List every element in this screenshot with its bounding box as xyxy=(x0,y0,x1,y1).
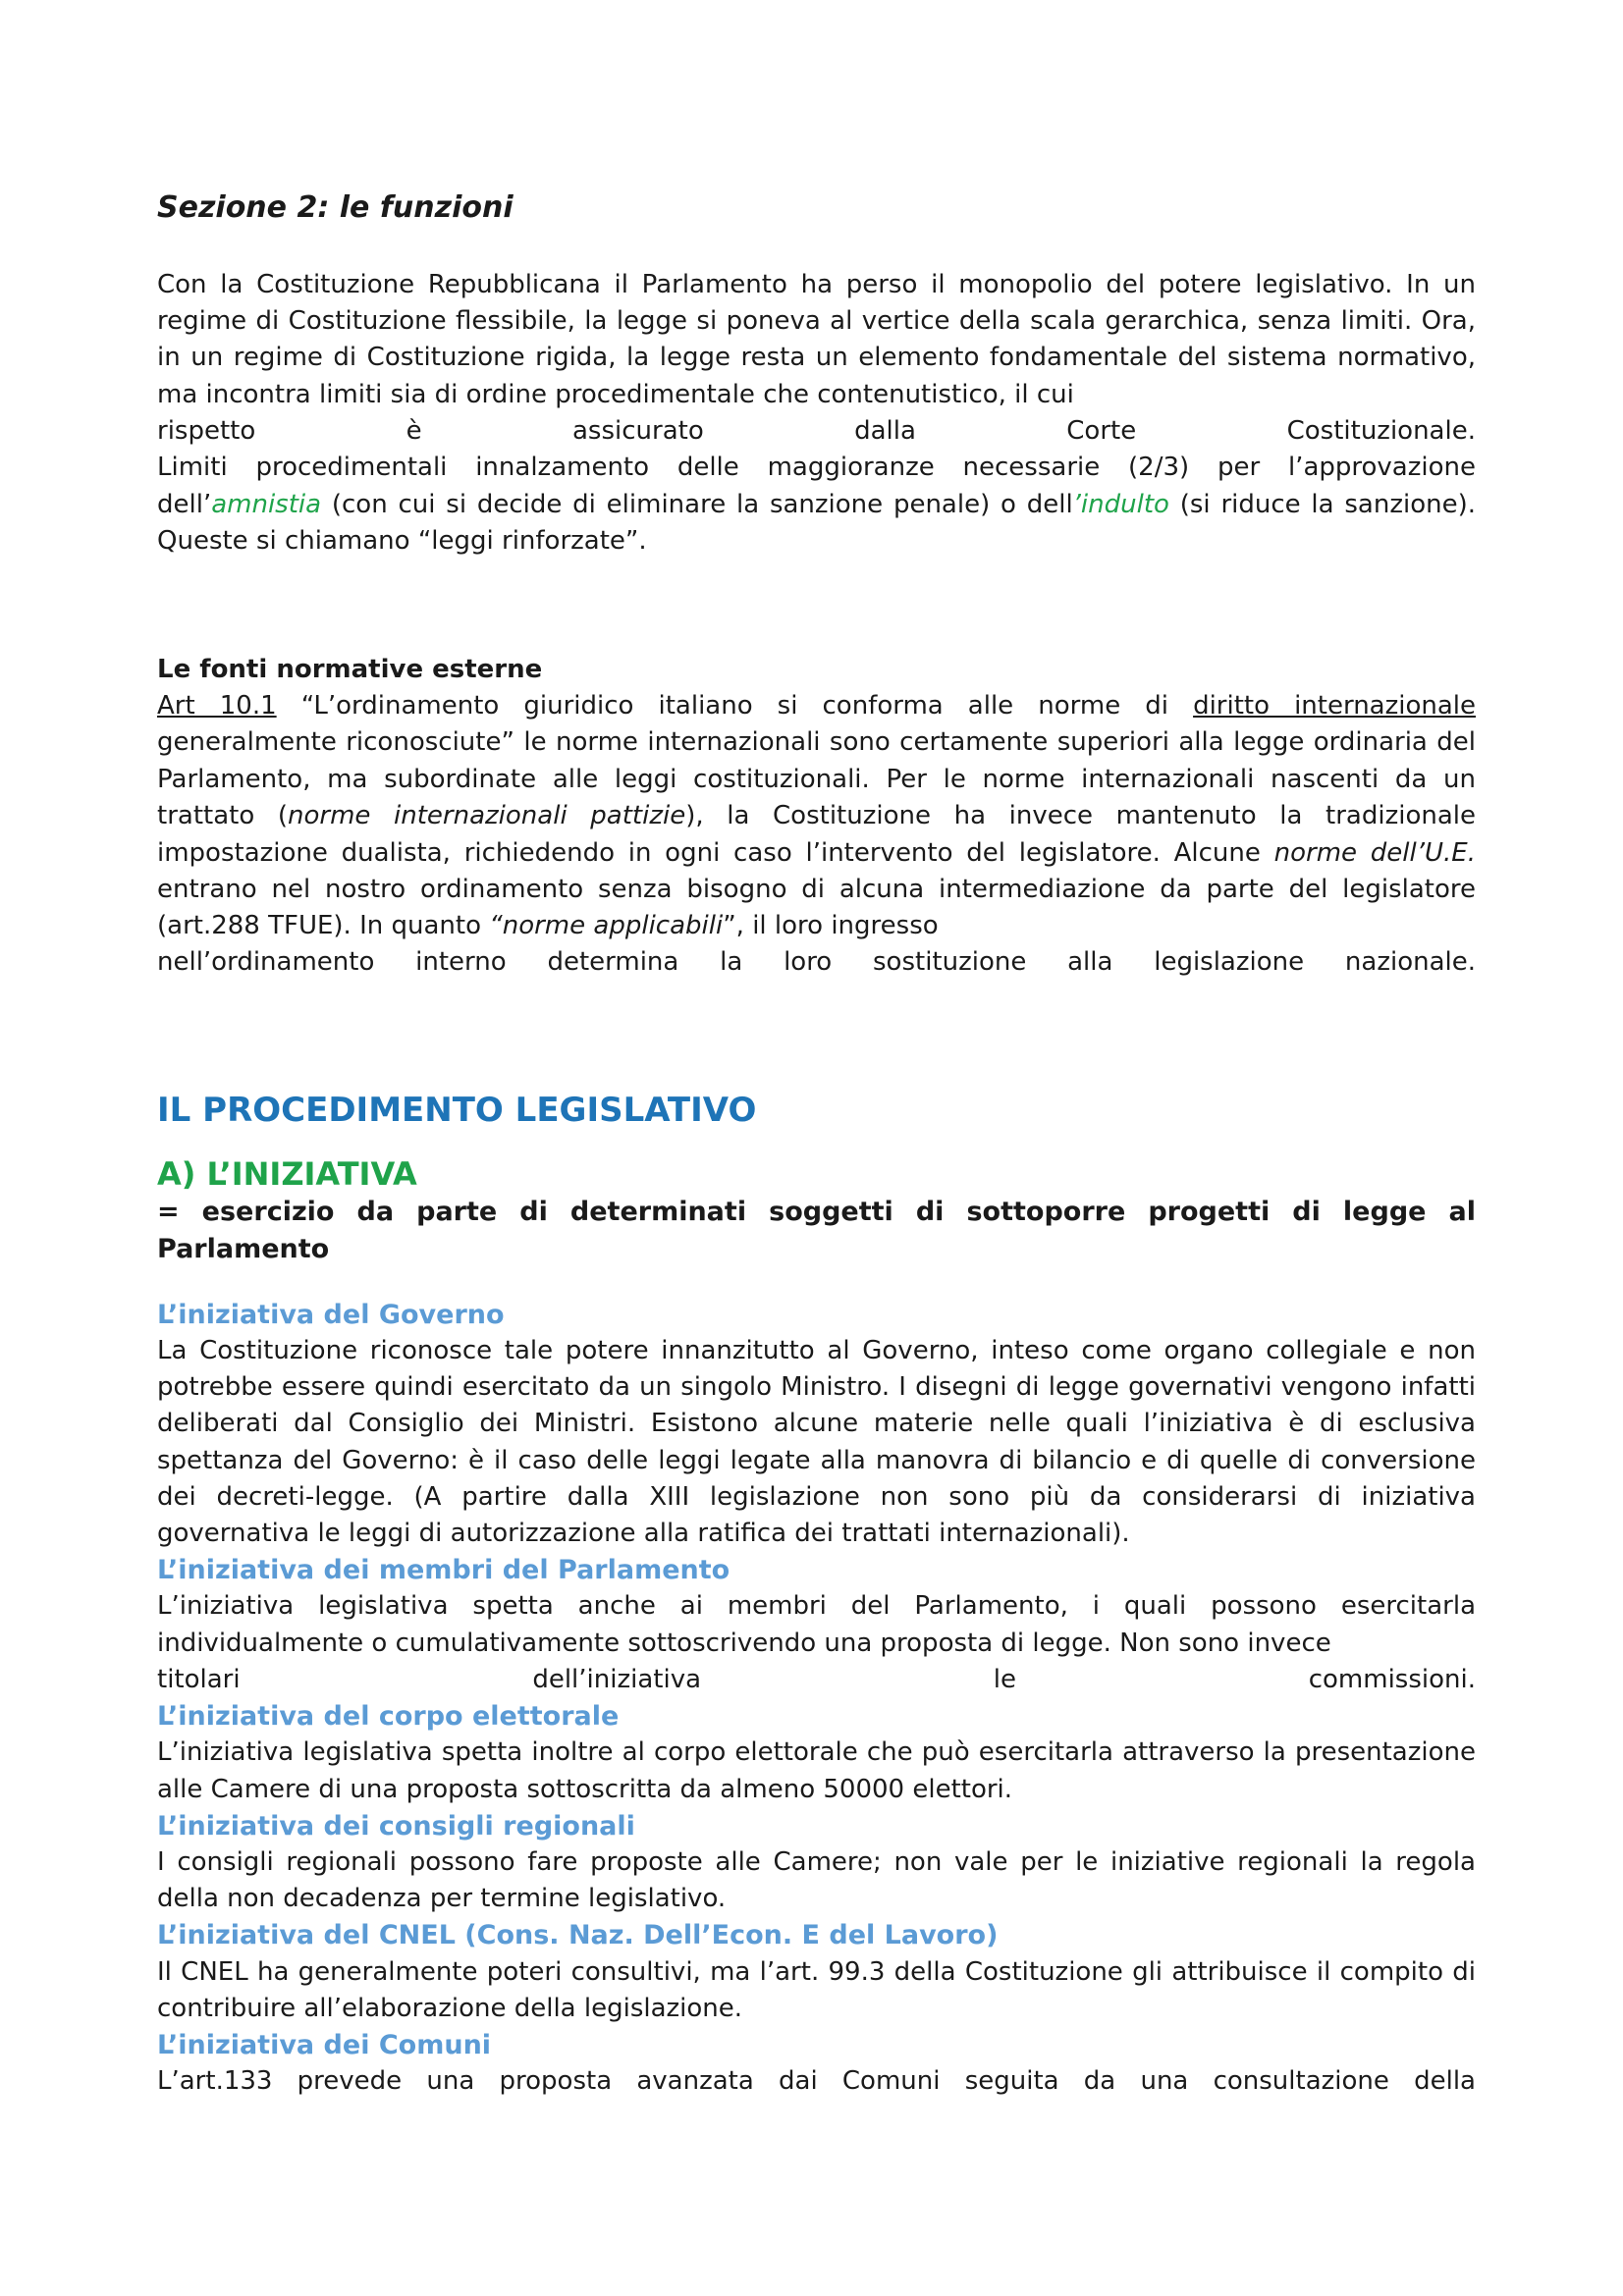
cnel-text: Il CNEL ha generalmente poteri consultivi, ma l’art. 99.3 della Costituzione gli attribuisce il compito di contribuire all’elaborazione della legislazione. xyxy=(157,1956,1476,2023)
fonti-heading: Le fonti normative esterne xyxy=(157,654,543,684)
page-content xyxy=(157,188,1476,2100)
parlamento-heading: L’iniziativa dei membri del Parlamento xyxy=(157,1555,730,1586)
governo-text: La Costituzione riconosce tale potere innanzitutto al Governo, inteso come organo collegiale e non potrebbe essere quindi esercitato da un singolo Ministro. I disegni di legge governativi vengono infatti deliberati dal Consiglio dei Ministri. Esistono alcune materie nelle quali l’iniziativa è di esclusiva spettanza del Governo: è il caso delle leggi legate alla manovra di bilancio e di quelle di conversione dei decreti-legge. (A partire dalla XIII legislazione non sono più da considerarsi di iniziativa governativa le leggi di autorizzazione alla ratifica dei trattati internazionali). xyxy=(157,1336,1476,1549)
iniziativa-subtitle: A) L’INIZIATIVA xyxy=(157,1155,417,1194)
indulto-term: ’indulto xyxy=(1072,490,1169,520)
iniziativa-definition: = esercizio da parte di determinati soggetti di sottoporre progetti di legge al Parlamento xyxy=(157,1197,1476,1264)
governo-heading: L’iniziativa del Governo xyxy=(157,1299,505,1330)
comuni-text: L’art.133 prevede una proposta avanzata dai Comuni seguita da una consultazione della xyxy=(157,2066,1476,2097)
procedimento-title: IL PROCEDIMENTO LEGISLATIVO xyxy=(157,1091,757,1131)
consigli-regionali-heading: L’iniziativa dei consigli regionali xyxy=(157,1810,635,1842)
cnel-heading: L’iniziativa del CNEL (Cons. Naz. Dell’Econ. E del Lavoro) xyxy=(157,1920,999,1951)
amnistia-term: amnistia xyxy=(211,490,322,520)
fonti-last-line: nell’ordinamento interno determina la loro sostituzione alla legislazione nazionale. xyxy=(157,947,1476,978)
comuni-heading: L’iniziativa dei Comuni xyxy=(157,2029,492,2060)
diritto-internazionale-link: diritto internazionale xyxy=(1193,690,1477,721)
parlamento-text: L’iniziativa legislativa spetta anche ai membri del Parlamento, i quali possono esercitarla individualmente o cumulativamente sottoscrivendo una proposta di legge. Non sono invece xyxy=(157,1591,1476,1658)
corpo-elettorale-text: L’iniziativa legislativa spetta inoltre al corpo elettorale che può esercitarla attraverso la presentazione alle Camere di una proposta sottoscritta da almeno 50000 elettori. xyxy=(157,1737,1476,1804)
section-title: Sezione 2: le funzioni xyxy=(157,190,514,225)
art-10-1-link: Art 10.1 xyxy=(157,690,277,721)
corpo-elettorale-heading: L’iniziativa del corpo elettorale xyxy=(157,1701,620,1733)
fonti-paragraph: Art 10.1 “L’ordinamento giuridico italiano si conforma alle norme di diritto internazionale generalmente riconosciute” le norme internazionali sono certamente superiori alla legge ordinaria del Parlamento, ma subordinate alle leggi costituzionali. Per le norme internazionali nascenti da un trattato (norme internazionali pattizie), la Costituzione ha invece mantenuto la tradizionale impostazione dualista, richiedendo in ogni caso l’intervento del legislatore. Alcune norme dell’U.E. entrano nel nostro ordinamento senza bisogno di alcuna intermediazione da parte del legislatore (art.288 TFUE). In quanto “norme applicabili”, il loro ingresso xyxy=(157,690,1477,941)
intro-last-line: rispetto è assicurato dalla Corte Costituzionale. xyxy=(157,415,1476,446)
consigli-regionali-text: I consigli regionali possono fare proposte alle Camere; non vale per le iniziative regionali la regola della non decadenza per termine legislativo. xyxy=(157,1846,1476,1914)
limits-paragraph: Limiti procedimentali innalzamento delle maggioranze necessarie (2/3) per l’approvazione dell’amnistia (con cui si decide di eliminare la sanzione penale) o dell’indulto (si riduce la sanzione). Queste si chiamano “leggi rinforzate”. xyxy=(157,453,1477,557)
intro-paragraph: Con la Costituzione Repubblicana il Parlamento ha perso il monopolio del potere legislativo. In un regime di Costituzione flessibile, la legge si poneva al vertice della scala gerarchica, senza limiti. Ora, in un regime di Costituzione rigida, la legge resta un elemento fondamentale del sistema normativo, ma incontra limiti sia di ordine procedimentale che contenutistico, il cui xyxy=(157,270,1476,409)
parlamento-last-line: titolari dell’iniziativa le commissioni. xyxy=(157,1664,1476,1694)
